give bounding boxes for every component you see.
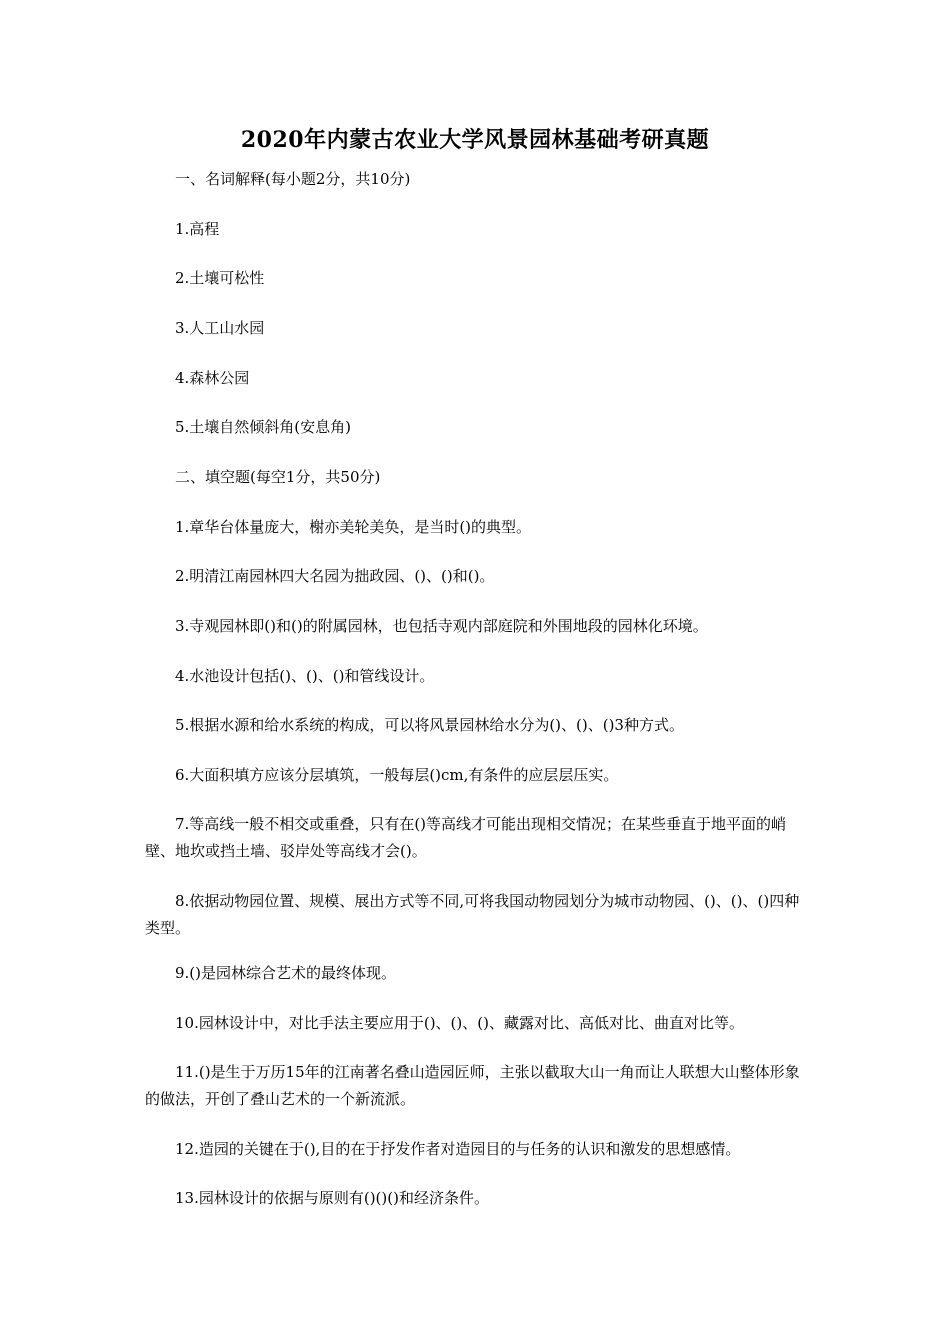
section-heading-definitions: 一、名词解释(每小题2分，共10分)	[175, 170, 411, 188]
definition-item: 2.土壤可松性	[175, 269, 265, 287]
fill-blank-item: 9.()是园林综合艺术的最终体现。	[175, 964, 397, 982]
definition-item: 4.森林公园	[175, 369, 250, 387]
fill-blank-item: 5.根据水源和给水系统的构成，可以将风景园林给水分为()、()、()3种方式。	[175, 716, 684, 734]
fill-blank-item: 4.水池设计包括()、()、()和管线设计。	[175, 667, 435, 685]
section-heading-fill-blank: 二、填空题(每空1分，共50分)	[175, 468, 381, 486]
definition-item: 1.高程	[175, 220, 220, 238]
fill-blank-item: 7.等高线一般不相交或重叠，只有在()等高线才可能出现相交情况；在某些垂直于地平面的峭壁、地坎或挡土墙、驳岸处等高线才会()。	[145, 815, 787, 860]
fill-blank-item: 6.大面积填方应该分层填筑，一般每层()cm,有条件的应层层压实。	[175, 766, 619, 784]
fill-blank-item: 2.明清江南园林四大名园为拙政园、()、()和()。	[175, 567, 495, 585]
fill-blank-item: 11.()是生于万历15年的江南著名叠山造园匠师，主张以截取大山一角而让人联想大山整体形象的做法，开创了叠山艺术的一个新流派。	[145, 1063, 800, 1108]
definition-item: 5.土壤自然倾斜角(安息角)	[175, 418, 352, 436]
fill-blank-item: 10.园林设计中，对比手法主要应用于()、()、()、藏露对比、高低对比、曲直对比等。	[175, 1014, 744, 1032]
fill-blank-item: 13.园林设计的依据与原则有()()()和经济条件。	[175, 1189, 489, 1207]
fill-blank-item: 3.寺观园林即()和()的附属园林，也包括寺观内部庭院和外围地段的园林化环境。	[175, 617, 708, 635]
document-title: 2020年内蒙古农业大学风景园林基础考研真题	[240, 127, 710, 153]
fill-blank-item: 8.依据动物园位置、规模、展出方式等不同,可将我国动物园划分为城市动物园、()、()、()四种类型。	[145, 892, 800, 937]
definition-item: 3.人工山水园	[175, 319, 265, 337]
fill-blank-item: 1.章华台体量庞大，榭亦美轮美奂，是当时()的典型。	[175, 518, 532, 536]
fill-blank-item: 12.造园的关键在于(),目的在于抒发作者对造园目的与任务的认识和激发的思想感情。	[175, 1140, 741, 1158]
